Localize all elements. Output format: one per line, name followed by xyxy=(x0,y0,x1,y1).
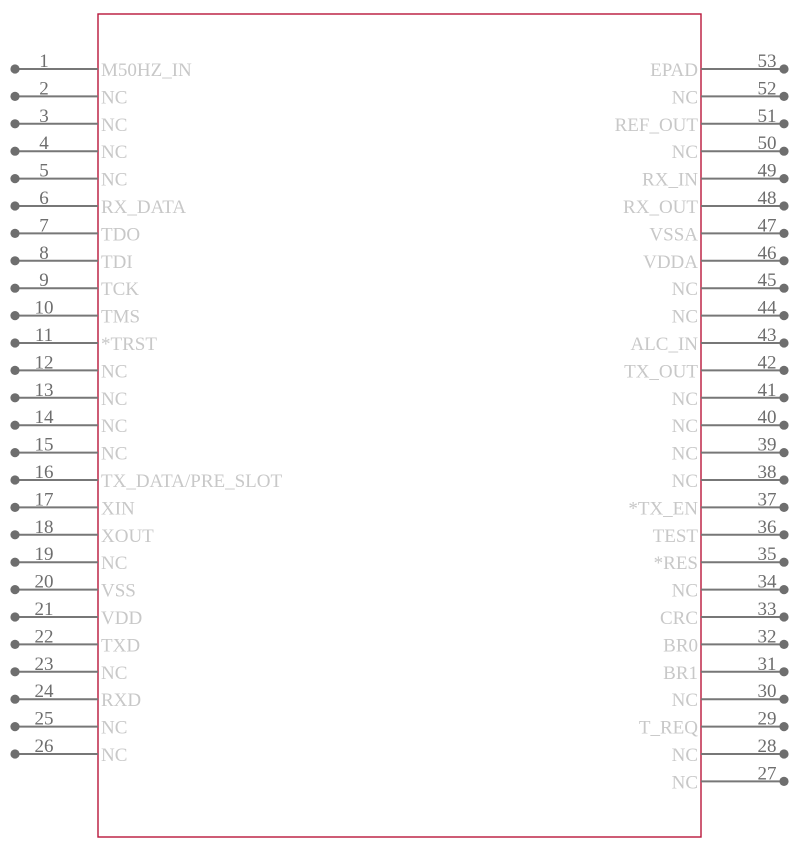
pin-end-dot xyxy=(779,585,788,594)
left-pin-column xyxy=(10,51,282,766)
pin-number: 46 xyxy=(757,242,777,264)
pin-13 xyxy=(10,380,127,410)
pin-end-dot xyxy=(10,421,19,430)
pin-38 xyxy=(672,462,789,492)
pin-name: NC xyxy=(101,361,128,383)
pin-46 xyxy=(643,243,788,273)
pin-number: 32 xyxy=(757,626,777,648)
pin-number: 44 xyxy=(757,297,777,319)
ic-body-outline xyxy=(98,14,701,837)
pin-name: *TX_EN xyxy=(628,498,698,520)
pin-name: NC xyxy=(671,87,698,109)
pin-end-dot xyxy=(10,558,19,567)
pin-53 xyxy=(650,51,788,81)
pin-number: 26 xyxy=(34,736,54,757)
pin-end-dot xyxy=(779,256,788,265)
pin-43 xyxy=(630,325,788,355)
pin-number: 17 xyxy=(34,489,54,511)
pin-number: 25 xyxy=(34,708,54,730)
pin-9 xyxy=(10,270,139,300)
pin-number: 23 xyxy=(34,653,54,675)
pin-40 xyxy=(672,407,789,437)
pin-name: CRC xyxy=(659,608,698,629)
pin-number: 14 xyxy=(34,407,54,429)
pin-number: 10 xyxy=(34,297,54,319)
pin-name: RX_IN xyxy=(642,169,698,191)
pin-number: 53 xyxy=(757,51,777,72)
pin-end-dot xyxy=(779,311,788,320)
pin-end-dot xyxy=(779,640,788,649)
pin-19 xyxy=(10,544,127,574)
pin-name: VSS xyxy=(101,580,136,602)
pin-number: 50 xyxy=(757,133,777,155)
pin-end-dot xyxy=(10,585,19,594)
pin-number: 49 xyxy=(757,160,777,182)
pin-end-dot xyxy=(10,393,19,402)
pin-number: 45 xyxy=(757,270,777,292)
pin-name: RX_OUT xyxy=(623,197,698,218)
pin-end-dot xyxy=(779,530,788,539)
pin-name: NC xyxy=(101,416,128,438)
pin-number: 30 xyxy=(757,681,777,703)
pin-number: 8 xyxy=(39,242,49,264)
pin-number: 21 xyxy=(34,599,54,620)
pin-3 xyxy=(10,106,127,136)
pin-number: 7 xyxy=(39,215,49,237)
pin-number: 40 xyxy=(757,407,777,429)
pin-26 xyxy=(10,736,127,766)
pin-end-dot xyxy=(10,174,19,183)
pin-32 xyxy=(663,626,788,656)
pin-12 xyxy=(10,352,127,382)
pin-name: NC xyxy=(101,662,128,684)
pin-number: 2 xyxy=(39,78,49,100)
pin-end-dot xyxy=(779,612,788,621)
pin-name: TMS xyxy=(101,306,141,328)
pin-name: TXD xyxy=(101,635,141,657)
pin-52 xyxy=(672,78,789,108)
pin-end-dot xyxy=(10,119,19,128)
pin-number: 29 xyxy=(757,708,777,730)
pin-end-dot xyxy=(779,366,788,375)
pin-number: 6 xyxy=(39,188,49,209)
pin-name: NC xyxy=(671,471,698,492)
pin-name: NC xyxy=(671,279,698,301)
pin-end-dot xyxy=(779,667,788,676)
pin-name: NC xyxy=(101,388,128,410)
pin-name: *RES xyxy=(653,553,698,575)
pin-end-dot xyxy=(10,530,19,539)
pin-end-dot xyxy=(10,640,19,649)
pin-end-dot xyxy=(10,366,19,375)
pin-name: NC xyxy=(101,142,128,164)
pin-44 xyxy=(672,298,789,328)
pin-name: NC xyxy=(101,553,128,575)
pin-end-dot xyxy=(779,92,788,101)
pin-end-dot xyxy=(10,92,19,101)
pin-14 xyxy=(10,407,127,437)
pin-number: 27 xyxy=(757,763,777,785)
pin-end-dot xyxy=(779,503,788,512)
pin-name: VDD xyxy=(101,608,143,629)
pin-end-dot xyxy=(779,338,788,347)
pin-7 xyxy=(10,215,140,245)
pin-name: NC xyxy=(671,580,698,602)
pin-name: NC xyxy=(101,169,128,191)
pin-23 xyxy=(10,654,127,684)
pin-name: XIN xyxy=(101,498,135,520)
pin-end-dot xyxy=(10,256,19,265)
pin-number: 47 xyxy=(757,215,777,237)
pin-number: 16 xyxy=(34,462,54,483)
pin-end-dot xyxy=(779,64,788,73)
pin-end-dot xyxy=(10,503,19,512)
pin-number: 19 xyxy=(34,544,54,566)
pin-end-dot xyxy=(779,174,788,183)
pin-37 xyxy=(628,489,788,519)
pin-42 xyxy=(624,352,788,382)
pin-name: NC xyxy=(671,416,698,438)
pin-number: 5 xyxy=(39,160,49,182)
pin-end-dot xyxy=(10,229,19,238)
pin-name: NC xyxy=(101,717,128,739)
pin-end-dot xyxy=(10,612,19,621)
pin-end-dot xyxy=(779,393,788,402)
pin-16 xyxy=(10,462,282,492)
pin-end-dot xyxy=(10,311,19,320)
pin-name: BR0 xyxy=(663,635,698,657)
pin-number: 4 xyxy=(39,133,49,155)
pin-name: TDI xyxy=(101,251,133,273)
pin-name: NC xyxy=(671,388,698,410)
pin-4 xyxy=(10,133,127,163)
pin-end-dot xyxy=(10,722,19,731)
pin-27 xyxy=(672,763,789,793)
pin-number: 18 xyxy=(34,516,54,538)
pin-end-dot xyxy=(779,119,788,128)
pin-end-dot xyxy=(10,147,19,156)
pin-number: 43 xyxy=(757,325,777,346)
pin-end-dot xyxy=(779,448,788,457)
pin-number: 31 xyxy=(757,653,777,675)
pin-number: 37 xyxy=(757,489,777,511)
pin-11 xyxy=(10,325,157,355)
pin-number: 3 xyxy=(39,105,49,127)
pin-49 xyxy=(642,161,789,191)
pin-48 xyxy=(623,188,789,218)
pin-name: ALC_IN xyxy=(630,334,698,355)
pin-name: NC xyxy=(671,306,698,328)
pin-name: RX_DATA xyxy=(101,197,187,218)
pin-number: 41 xyxy=(757,379,777,401)
pin-number: 36 xyxy=(757,516,777,538)
pin-30 xyxy=(672,681,789,711)
pin-end-dot xyxy=(779,558,788,567)
pin-end-dot xyxy=(10,667,19,676)
pin-end-dot xyxy=(10,284,19,293)
pin-end-dot xyxy=(779,284,788,293)
pin-18 xyxy=(10,517,154,547)
pin-5 xyxy=(10,161,127,191)
pin-name: TCK xyxy=(101,279,139,301)
pin-name: BR1 xyxy=(663,662,698,684)
pin-name: EPAD xyxy=(650,60,698,81)
pin-22 xyxy=(10,626,140,656)
pin-end-dot xyxy=(10,201,19,210)
pin-end-dot xyxy=(779,147,788,156)
pin-47 xyxy=(649,215,788,245)
pin-end-dot xyxy=(779,475,788,484)
pin-end-dot xyxy=(779,777,788,786)
pin-36 xyxy=(653,517,789,547)
pin-25 xyxy=(10,709,127,739)
pin-end-dot xyxy=(779,229,788,238)
pin-35 xyxy=(654,544,789,574)
pin-number: 11 xyxy=(34,325,54,346)
pin-end-dot xyxy=(779,695,788,704)
pin-28 xyxy=(672,736,789,766)
pin-39 xyxy=(672,435,789,465)
pin-15 xyxy=(10,435,127,465)
pin-number: 22 xyxy=(34,626,54,648)
pin-45 xyxy=(672,270,789,300)
pin-name: NC xyxy=(671,772,698,794)
pin-33 xyxy=(660,599,789,629)
pin-end-dot xyxy=(779,749,788,758)
pin-end-dot xyxy=(779,421,788,430)
pin-number: 39 xyxy=(757,434,777,456)
pin-name: T_REQ xyxy=(638,717,698,739)
pin-number: 51 xyxy=(757,105,777,127)
pin-8 xyxy=(10,243,132,273)
pin-end-dot xyxy=(10,64,19,73)
pin-name: NC xyxy=(671,443,698,465)
pin-number: 38 xyxy=(757,462,777,483)
pin-name: TX_OUT xyxy=(624,361,698,383)
pin-2 xyxy=(10,78,127,108)
pin-end-dot xyxy=(10,338,19,347)
pin-name: REF_OUT xyxy=(614,114,698,136)
pin-name: XOUT xyxy=(101,525,154,547)
pin-number: 1 xyxy=(39,51,49,72)
pin-name: NC xyxy=(101,443,128,465)
pin-10 xyxy=(10,298,140,328)
pin-21 xyxy=(10,599,142,629)
pin-29 xyxy=(639,709,789,739)
pin-number: 28 xyxy=(757,736,777,757)
pin-number: 48 xyxy=(757,188,777,209)
pin-name: NC xyxy=(671,690,698,712)
pin-name: *TRST xyxy=(101,334,157,355)
pin-20 xyxy=(10,572,135,602)
pin-end-dot xyxy=(10,749,19,758)
pin-number: 20 xyxy=(34,571,54,593)
pin-number: 35 xyxy=(757,544,777,566)
pin-number: 34 xyxy=(757,571,777,593)
pin-number: 12 xyxy=(34,352,54,374)
pin-number: 52 xyxy=(757,78,777,100)
pin-name: NC xyxy=(101,114,128,136)
pin-41 xyxy=(672,380,789,410)
pin-50 xyxy=(672,133,789,163)
pin-name: M50HZ_IN xyxy=(101,60,192,81)
pin-end-dot xyxy=(779,722,788,731)
pin-name: NC xyxy=(101,745,128,766)
pin-number: 42 xyxy=(757,352,777,374)
pin-number: 33 xyxy=(757,599,777,620)
pin-name: RXD xyxy=(101,690,142,712)
pin-name: NC xyxy=(671,142,698,164)
pin-name: VSSA xyxy=(649,224,698,246)
pin-1 xyxy=(10,51,192,81)
pin-31 xyxy=(663,654,788,684)
pin-name: TEST xyxy=(652,525,698,547)
pin-24 xyxy=(10,681,141,711)
pin-end-dot xyxy=(10,448,19,457)
pin-number: 15 xyxy=(34,434,54,456)
pin-number: 24 xyxy=(34,681,54,703)
pin-number: 13 xyxy=(34,379,54,401)
pin-number: 9 xyxy=(39,270,49,292)
pin-name: NC xyxy=(671,745,698,766)
pin-name: NC xyxy=(101,87,128,109)
pin-17 xyxy=(10,489,135,519)
pin-end-dot xyxy=(10,695,19,704)
pin-34 xyxy=(672,572,789,602)
pin-end-dot xyxy=(10,475,19,484)
pin-end-dot xyxy=(779,201,788,210)
pin-name: TDO xyxy=(101,224,141,246)
pin-name: VDDA xyxy=(643,251,698,273)
pin-name: TX_DATA/PRE_SLOT xyxy=(101,471,283,492)
